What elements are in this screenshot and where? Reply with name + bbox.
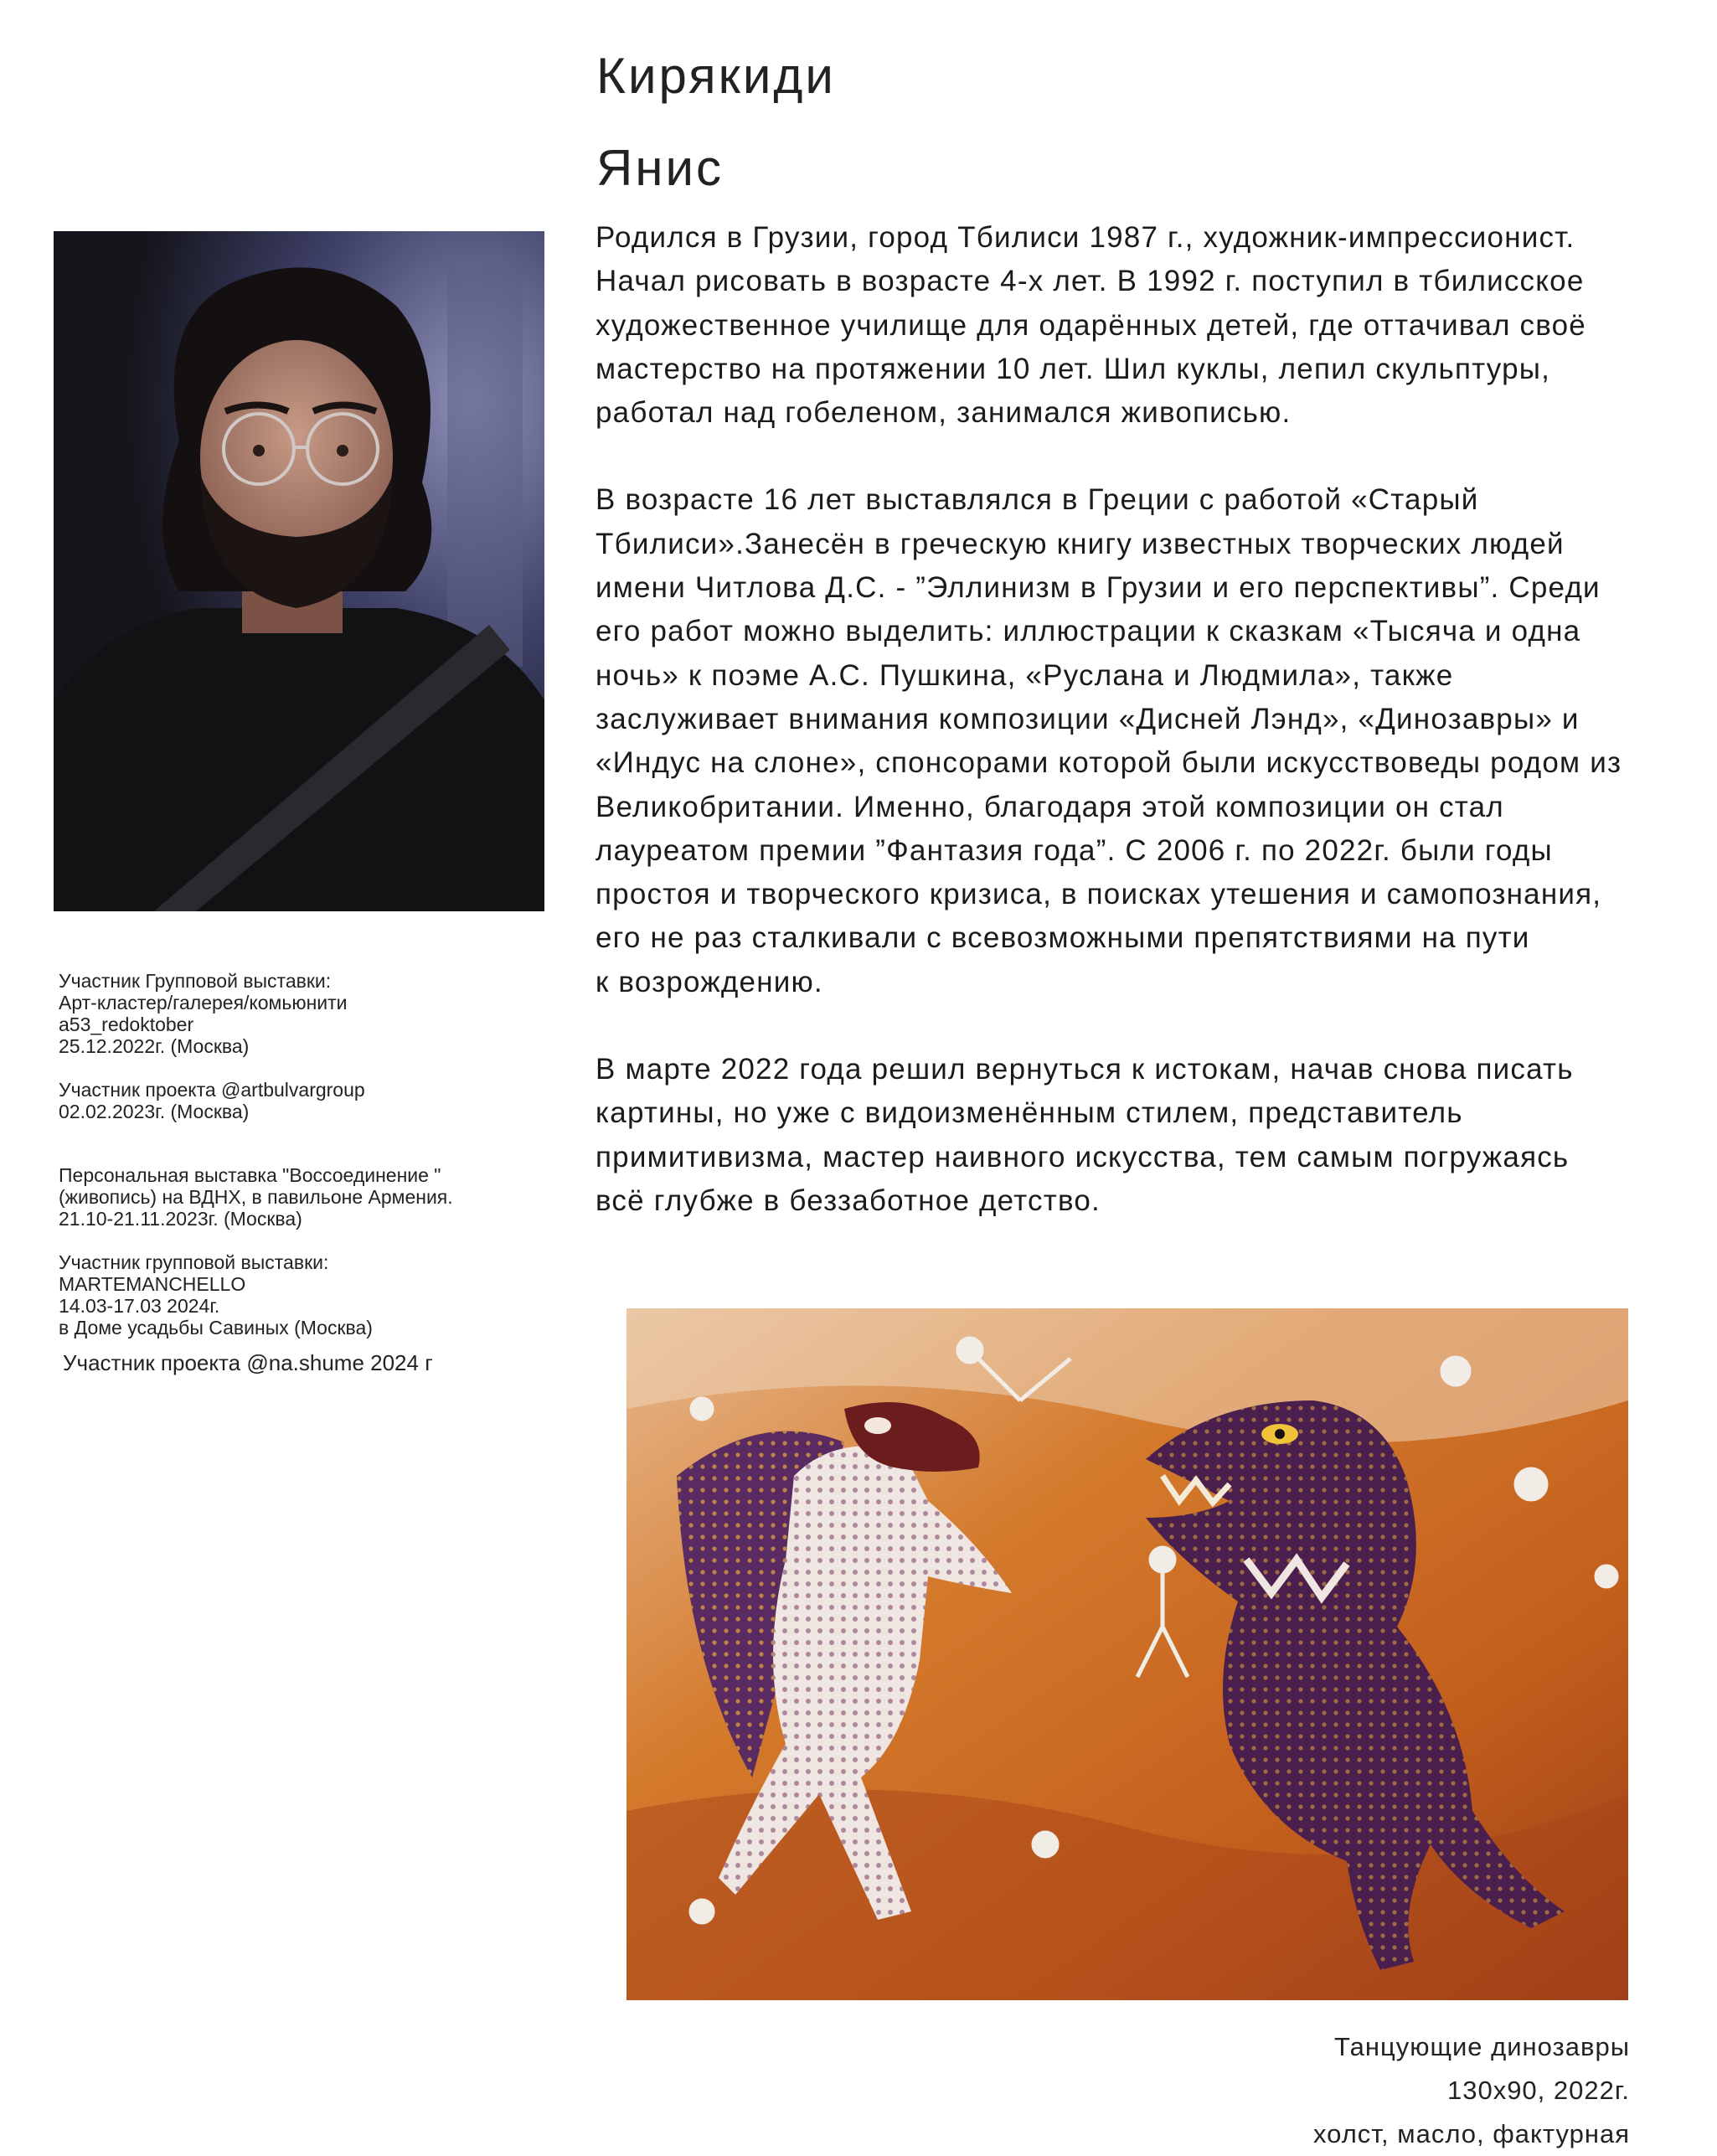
exhibitions-list	[59, 970, 528, 1397]
artist-portrait-photo	[54, 231, 544, 911]
artist-name-heading	[596, 30, 836, 214]
artist-surname: Кирякиди	[596, 48, 836, 104]
bio-paragraph-return: В марте 2022 года решил вернуться к истокам, начав снова писать картины, но уже с видоизменённым стилем, представитель примитивизма, мастер наивного искусства, тем самым погружаясь всё глубже в беззаботное детство.	[596, 1053, 1574, 1217]
exhibition-item: Участник проекта @artbulvargroup 02.02.2023г. (Москва)	[59, 1079, 365, 1122]
bio-paragraph-early-life: Родился в Грузии, город Тбилиси 1987 г., художник-импрессионист. Начал рисовать в возрасте 4-х лет. В 1992 г. поступил в тбилисское художественное училище для одарённых детей, где оттачивал своё мастерство на протяжении 10 лет. Шил куклы, лепил скульптуры, работал над гобеленом, занимался живописью.	[596, 221, 1586, 430]
artwork-size-year: 130x90, 2022г.	[1446, 2076, 1630, 2105]
exhibition-item: Участник групповой выставки: MARTEMANCHELLO 14.03-17.03 2024г. в Доме усадьбы Савиных (Москва)	[59, 1251, 373, 1338]
artwork-caption	[1313, 2025, 1630, 2156]
artist-first-name: Янис	[596, 140, 724, 196]
exhibition-item: Персональная выставка "Воссоединение " (живопись) на ВДНХ, в павильоне Армения. 21.10-21.11.2023г. (Москва)	[59, 1164, 453, 1230]
exhibition-item: Участник Групповой выставки: Арт-кластер/галерея/комьюнити a53_redoktober 25.12.2022г. (Москва)	[59, 970, 348, 1057]
artwork-medium: холст, масло, фактурная	[1313, 2119, 1630, 2148]
painting-dancing-dinosaurs	[626, 1308, 1628, 2000]
artist-biography	[596, 216, 1684, 1266]
artwork-title: Танцующие динозавры	[1334, 2032, 1630, 2061]
exhibition-item: Участник проекта @na.shume 2024 г	[63, 1350, 433, 1375]
bio-paragraph-career: В возрасте 16 лет выставлялся в Греции с работой «Старый Тбилиси».Занесён в греческую книгу известных творческих людей имени Читлова Д.С. - ”Эллинизм в Грузии и его перспективы”. Среди его работ можно выделить: иллюстрации к сказкам «Тысяча и одна ночь» к поэме А.С. Пушкина, «Руслана и Людмила», также заслуживает внимания композиции «Дисней Лэнд», «Динозавры» и «Индус на слоне», спонсорами которой были искусствоведы родом из Великобритании. Именно, благодаря этой композиции он стал лауреатом премии ”Фантазия года”. С 2006 г. по 2022г. были годы простоя и творческого кризиса, в поисках утешения и самопознания, его не раз сталкивали с всевозможными препятствиями на пути к возрождению.	[596, 483, 1622, 998]
